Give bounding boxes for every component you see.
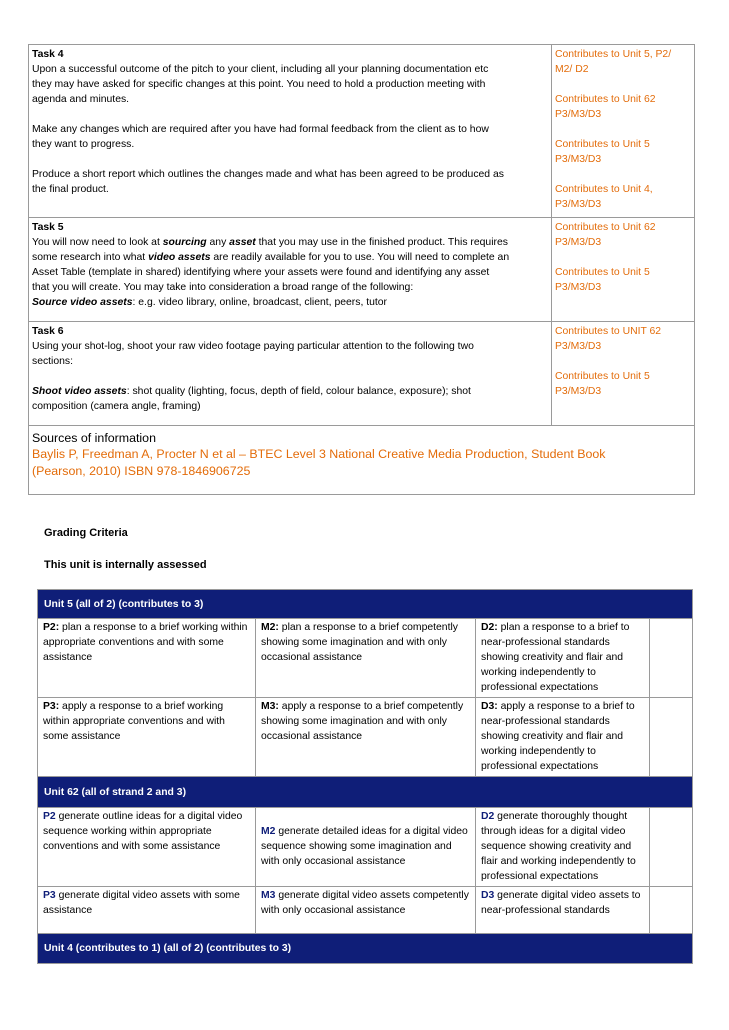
task-5-line: that you will create. You may take into consideration a broad range of the following:	[32, 282, 414, 293]
criteria-row	[38, 698, 693, 777]
task-4-line: they may have asked for specific changes at this point. You need to hold a production meeting with	[32, 79, 486, 90]
pass-criterion: P3: apply a response to a brief working within appropriate conventions and with some assistance	[38, 698, 256, 777]
distinction-criterion: D3 generate digital video assets to near-professional standards	[476, 887, 650, 934]
task-4-line: the final product.	[32, 184, 109, 195]
band-label: Unit 5 (all of 2) (contributes to 3)	[38, 590, 693, 619]
contrib-line: P3/M3/D3	[555, 154, 602, 165]
sources-line: Baylis P, Freedman A, Procter N et al – BTEC Level 3 National Creative Media Production, Student Book	[32, 447, 606, 461]
contrib-line: Contributes to Unit 5, P2/	[555, 49, 672, 60]
task-4-line: Upon a successful outcome of the pitch to your client, including all your planning documentation etc	[32, 64, 489, 75]
contrib-line: Contributes to UNIT 62	[555, 326, 662, 337]
task-4-line: they want to progress.	[32, 139, 135, 150]
task-5-row	[29, 218, 695, 322]
task-4-line: Produce a short report which outlines the changes made and what has been agreed to be produced as	[32, 169, 504, 180]
task-5-contrib	[552, 218, 695, 322]
pass-criterion: P2 generate outline ideas for a digital video sequence working within appropriate conventions and with some assistance	[38, 808, 256, 887]
task-6-row	[29, 322, 695, 426]
task-6-contrib	[552, 322, 695, 426]
contrib-line: P3/M3/D3	[555, 237, 602, 248]
contrib-line: P3/M3/D3	[555, 386, 602, 397]
distinction-criterion: D2 generate thoroughly thought through ideas for a digital video sequence showing creativity and flair and working independently to professional expectations	[476, 808, 650, 887]
task-6-line: sections:	[32, 356, 74, 367]
pass-criterion: P2: plan a response to a brief working within appropriate conventions and with some assistance	[38, 619, 256, 698]
contrib-line: Contributes to Unit 62	[555, 94, 656, 105]
sources-row	[29, 426, 695, 495]
empty-cell	[650, 698, 693, 777]
contrib-line: P3/M3/D3	[555, 341, 602, 352]
unit-62-band	[38, 777, 693, 808]
empty-cell	[650, 887, 693, 934]
task-5-line: Source video assets: e.g. video library, online, broadcast, client, peers, tutor	[32, 297, 388, 308]
task-4-line: agenda and minutes.	[32, 94, 130, 105]
merit-criterion: M2 generate detailed ideas for a digital video sequence showing some imagination and with only occasional assistance	[256, 808, 476, 887]
contrib-line: Contributes to Unit 5	[555, 371, 650, 382]
empty-cell	[650, 808, 693, 887]
sources-line: (Pearson, 2010) ISBN 978-1846906725	[32, 464, 251, 478]
task-5-cell	[29, 218, 552, 322]
distinction-criterion: D3: apply a response to a brief to near-professional standards showing creativity and flair and working independently to professional expectations	[476, 698, 650, 777]
task-5-title: Task 5	[32, 222, 64, 233]
task-4-row	[29, 45, 695, 218]
distinction-criterion: D2: plan a response to a brief to near-professional standards showing creativity and flair and working independently to professional expectations	[476, 619, 650, 698]
band-label: Unit 4 (contributes to 1) (all of 2) (contributes to 3)	[38, 934, 693, 964]
merit-criterion: M2: plan a response to a brief competently showing some imagination and with only occasional assistance	[256, 619, 476, 698]
contrib-line: M2/ D2	[555, 64, 589, 75]
task-5-line: Asset Table (template in shared) identifying where your assets were found and identifying any asset	[32, 267, 490, 278]
grading-table	[37, 589, 693, 964]
task-6-line: composition (camera angle, framing)	[32, 401, 201, 412]
sources-title: Sources of information	[32, 431, 156, 445]
task-5-line: You will now need to look at sourcing any asset that you may use in the finished product. This requires	[32, 237, 508, 248]
task-4-title: Task 4	[32, 49, 64, 60]
empty-cell	[650, 619, 693, 698]
grading-heading: Grading Criteria	[44, 527, 128, 539]
band-label: Unit 62 (all of strand 2 and 3)	[38, 777, 693, 808]
contrib-line: Contributes to Unit 5	[555, 139, 650, 150]
unit-4-band	[38, 934, 693, 964]
task-6-line: Using your shot-log, shoot your raw video footage paying particular attention to the following two	[32, 341, 474, 352]
task-4-cell	[29, 45, 552, 218]
task-4-line: Make any changes which are required after you have had formal feedback from the client as to how	[32, 124, 489, 135]
task-6-line: Shoot video assets: shot quality (lighting, focus, depth of field, colour balance, exposure); shot	[32, 386, 471, 397]
criteria-row	[38, 887, 693, 934]
merit-criterion: M3 generate digital video assets competently with only occasional assistance	[256, 887, 476, 934]
criteria-row	[38, 808, 693, 887]
pass-criterion: P3 generate digital video assets with some assistance	[38, 887, 256, 934]
merit-criterion: M3: apply a response to a brief competently showing some imagination and with only occasional assistance	[256, 698, 476, 777]
contrib-line: P3/M3/D3	[555, 199, 602, 210]
task-5-line: some research into what video assets are readily available for you to use. You will need to complete an	[32, 252, 510, 263]
task-table	[28, 44, 695, 495]
task-4-contrib	[552, 45, 695, 218]
contrib-line: P3/M3/D3	[555, 109, 602, 120]
task-6-cell	[29, 322, 552, 426]
contrib-line: P3/M3/D3	[555, 282, 602, 293]
grading-subheading: This unit is internally assessed	[44, 559, 207, 571]
contrib-line: Contributes to Unit 4,	[555, 184, 653, 195]
sources-cell	[29, 426, 695, 495]
contrib-line: Contributes to Unit 5	[555, 267, 650, 278]
task-6-title: Task 6	[32, 326, 64, 337]
unit-5-band	[38, 590, 693, 619]
criteria-row	[38, 619, 693, 698]
contrib-line: Contributes to Unit 62	[555, 222, 656, 233]
